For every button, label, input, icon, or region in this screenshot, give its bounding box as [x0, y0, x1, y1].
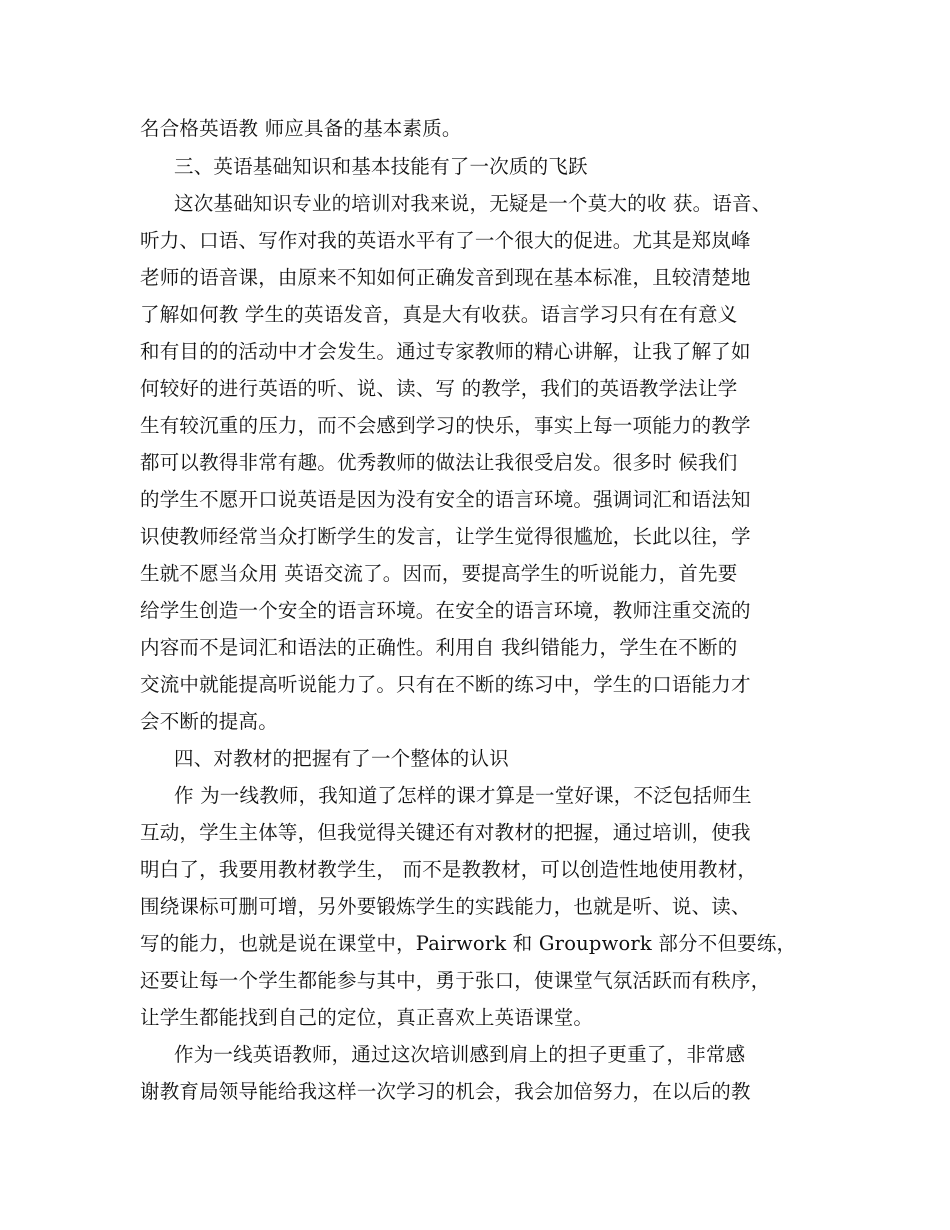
text-line: 和有目的的活动中才会发生。通过专家教师的精心讲解，让我了解了如	[140, 340, 751, 363]
text-line: 交流中就能提高听说能力了。只有在不断的练习中，学生的口语能力才	[140, 673, 751, 696]
text-line: 互动，学生主体等，但我觉得关键还有对教材的把握，通过培训，使我	[140, 821, 751, 844]
text-line: 生就不愿当众用 英语交流了。因而，要提高学生的听说能力，首先要	[140, 562, 738, 585]
text-line: 让学生都能找到自己的定位，真正喜欢上英语课堂。	[140, 1006, 594, 1029]
text-line: 这次基础知识专业的培训对我来说，无疑是一个莫大的收 获。语音、	[174, 192, 772, 215]
text-line: 给学生创造一个安全的语言环境。在安全的语言环境，教师注重交流的	[140, 599, 751, 622]
text-line: 名合格英语教 师应具备的基本素质。	[140, 117, 462, 140]
text-line: 作 为一线教师，我知道了怎样的课才算是一堂好课，不泛包括师生	[174, 784, 752, 807]
text-line: 听力、口语、写作对我的英语水平有了一个很大的促进。尤其是郑岚峰	[140, 229, 751, 252]
text-line: 老师的语音课，由原来不知如何正确发音到现在基本标准，且较清楚地	[140, 266, 751, 289]
text-line: 都可以教得非常有趣。优秀教师的做法让我很受启发。很多时 候我们	[140, 451, 738, 474]
text-line: 内容而不是词汇和语法的正确性。利用自 我纠错能力，学生在不断的	[140, 636, 738, 659]
text-line: 生有较沉重的压力，而不会感到学习的快乐，事实上每一项能力的教学	[140, 414, 751, 437]
text-line: 的学生不愿开口说英语是因为没有安全的语言环境。强调词汇和语法知	[140, 488, 751, 511]
text-line: 作为一线英语教师，通过这次培训感到肩上的担子更重了，非常感	[174, 1043, 746, 1066]
section-heading-3: 三、英语基础知识和基本技能有了一次质的飞跃	[174, 155, 588, 178]
section-heading-4: 四、对教材的把握有了一个整体的认识	[174, 747, 509, 770]
text-line: 识使教师经常当众打断学生的发言，让学生觉得很尴尬，长此以往，学	[140, 525, 751, 548]
text-line: 围绕课标可删可增，另外要锻炼学生的实践能力，也就是听、说、读、	[140, 895, 751, 918]
text-line: 写的能力，也就是说在课堂中，Pairwork 和 Groupwork 部分不但要练，	[140, 932, 797, 955]
text-line: 还要让每一个学生都能参与其中，勇于张口，使课堂气氛活跃而有秩序，	[140, 969, 771, 992]
text-line: 谢教育局领导能给我这样一次学习的机会，我会加倍努力，在以后的教	[140, 1080, 751, 1103]
text-line: 了解如何教 学生的英语发音，真是大有收获。语言学习只有在有意义	[140, 303, 738, 326]
text-line: 会不断的提高。	[140, 710, 278, 733]
text-line: 明白了，我要用教材教学生， 而不是教教材，可以创造性地使用教材，	[140, 858, 758, 881]
text-line: 何较好的进行英语的听、说、读、写 的教学，我们的英语教学法让学	[140, 377, 738, 400]
